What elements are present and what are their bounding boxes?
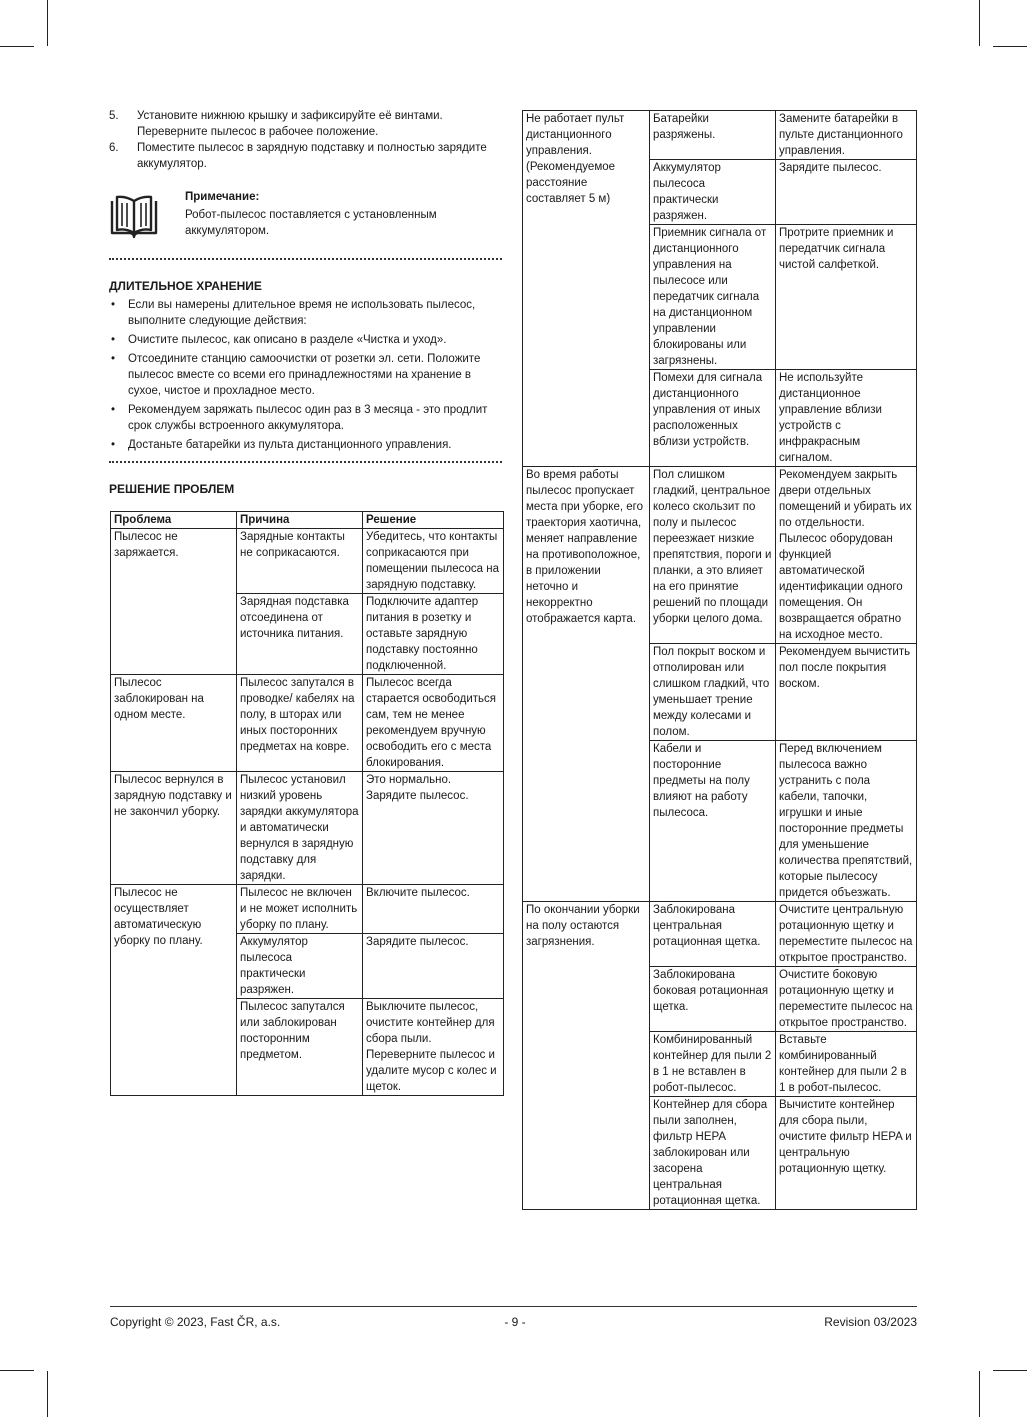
list-item	[109, 351, 502, 399]
step-item	[109, 108, 502, 140]
bullet-marker: •	[111, 353, 116, 365]
cause-cell: Аккумулятор пылесоса практически разряжен.	[650, 160, 776, 225]
solution-cell: Очистите боковую ротационную щетку и переместите пылесос на открытое пространство.	[776, 967, 917, 1032]
solution-cell: Вставьте комбинированный контейнер для пыли 2 в 1 в робот-пылесос.	[776, 1032, 917, 1097]
table-row	[111, 772, 504, 885]
footer-rule	[110, 1306, 917, 1307]
header-solution: Решение	[363, 512, 504, 529]
crop-mark	[993, 1370, 1027, 1371]
cause-cell: Пылесос запутался в проводке/ кабелях на полу, в шторах или иных посторонних предметах на ковре.	[237, 675, 363, 772]
note-title: Примечание:	[185, 191, 260, 203]
cause-cell: Пылесос установил низкий уровень зарядки аккумулятора и автоматически вернулся в зарядную подставку для зарядки.	[237, 772, 363, 885]
troubleshooting-table-left	[110, 511, 504, 1096]
crop-mark	[47, 1371, 48, 1417]
footer-copyright: Copyright © 2023, Fast ČR, a.s.	[110, 1315, 281, 1329]
solution-cell: Вычистите контейнер для сбора пыли, очистите фильтр HEPA и центральную ротационную щетку.	[776, 1097, 917, 1210]
problem-cell: Не работает пульт дистанционного управления. (Рекомендуемое расстояние составляет 5 м)	[523, 111, 650, 467]
note-box	[109, 189, 502, 255]
list-item	[109, 332, 502, 348]
cause-cell: Заблокирована центральная ротационная щетка.	[650, 902, 776, 967]
header-problem: Проблема	[111, 512, 237, 529]
note-text: Робот-пылесос поставляется с установленным аккумулятором.	[185, 209, 437, 237]
solution-cell: Перед включением пылесоса важно устранить с пола кабели, тапочки, игрушки и иные посторонние предметы для уменьшение количества препятствий, которые пылесосу придется объезжать.	[776, 741, 917, 902]
assembly-steps	[109, 108, 502, 172]
step-number: 6.	[109, 142, 119, 154]
crop-mark	[993, 46, 1027, 47]
crop-mark	[47, 0, 48, 46]
bullet-marker: •	[111, 404, 116, 416]
solution-cell: Зарядите пылесос.	[363, 934, 504, 999]
dotted-divider	[109, 258, 502, 260]
solution-cell: Очистите центральную ротационную щетку и переместите пылесос на открытое пространство.	[776, 902, 917, 967]
problem-cell: Пылесос заблокирован на одном месте.	[111, 675, 237, 772]
table-row	[523, 467, 917, 644]
solution-cell: Рекомендуем закрыть двери отдельных помещений и убирать их по отдельности. Пылесос оборудован функцией автоматической идентификации одного помещения. Он возвращается обратно на исходное место.	[776, 467, 917, 644]
cause-cell: Пылесос запутался или заблокирован посторонним предметом.	[237, 999, 363, 1096]
solution-cell: Убедитесь, что контакты соприкасаются при помещении пылесоса на зарядную подставку.	[363, 529, 504, 594]
page-number: - 9 -	[504, 1315, 526, 1329]
crop-mark	[0, 46, 34, 47]
list-item-text: Достаньте батарейки из пульта дистанционного управления.	[128, 439, 452, 451]
cause-cell: Батарейки разряжены.	[650, 111, 776, 160]
storage-list	[109, 297, 502, 453]
troubleshooting-table-right	[522, 110, 917, 1210]
solution-cell: Рекомендуем вычистить пол после покрытия воском.	[776, 644, 917, 741]
cause-cell: Пол слишком гладкий, центральное колесо скользит по полу и пылесос переезжает низкие препятствия, пороги и планки, а это влияет на его принятие решений по площади уборки целого дома.	[650, 467, 776, 644]
table-row	[523, 111, 917, 160]
list-item	[109, 437, 502, 453]
cause-cell: Пылесос не включен и не может исполнить уборку по плану.	[237, 885, 363, 934]
cause-cell: Кабели и посторонние предметы на полу влияют на работу пылесоса.	[650, 741, 776, 902]
solution-cell: Пылесос всегда старается освободиться сам, тем не менее рекомендуем вручную освободить его с места блокирования.	[363, 675, 504, 772]
cause-cell: Комбинированный контейнер для пыли 2 в 1 не вставлен в робот-пылесос.	[650, 1032, 776, 1097]
step-text: Установите нижнюю крышку и зафиксируйте её винтами. Переверните пылесос в рабочее положение.	[137, 110, 443, 138]
list-item-text: Если вы намерены длительное время не использовать пылесос, выполните следующие действия:	[128, 299, 476, 327]
cause-cell: Зарядная подставка отсоединена от источника питания.	[237, 594, 363, 675]
bullet-marker: •	[111, 299, 116, 311]
cause-cell: Заблокирована боковая ротационная щетка.	[650, 967, 776, 1032]
table-row	[111, 885, 504, 934]
cause-cell: Зарядные контакты не соприкасаются.	[237, 529, 363, 594]
cause-cell: Аккумулятор пылесоса практически разряжен.	[237, 934, 363, 999]
problem-cell: По окончании уборки на полу остаются загрязнения.	[523, 902, 650, 1210]
step-text: Поместите пылесос в зарядную подставку и полностью зарядите аккумулятор.	[137, 142, 487, 170]
crop-mark	[979, 0, 980, 46]
problem-cell: Во время работы пылесос пропускает места при уборке, его траектория хаотична, меняет направление на противоположное, в приложении неточно и некорректно отображается карта.	[523, 467, 650, 902]
solution-cell: Это нормально. Зарядите пылесос.	[363, 772, 504, 885]
solution-cell: Подключите адаптер питания в розетку и оставьте зарядную подставку постоянно подключенной.	[363, 594, 504, 675]
cause-cell: Контейнер для сбора пыли заполнен, фильтр HEPA заблокирован или засорена центральная ротационная щетка.	[650, 1097, 776, 1210]
list-item-text: Отсоедините станцию самоочистки от розетки эл. сети. Положите пылесос вместе со всеми его принадлежностями на хранение в сухое, чистое и прохладное место.	[128, 353, 481, 397]
dotted-divider	[109, 461, 502, 463]
problem-cell: Пылесос не осуществляет автоматическую уборку по плану.	[111, 885, 237, 1096]
table-row	[111, 675, 504, 772]
cause-cell: Приемник сигнала от дистанционного управления на пылесосе или передатчик сигнала на дистанционном управлении блокированы или загрязнены.	[650, 225, 776, 370]
list-item-text: Рекомендуем заряжать пылесос один раз в 3 месяца - это продлит срок службы встроенного аккумулятора.	[128, 404, 488, 432]
table-row	[111, 529, 504, 594]
bullet-marker: •	[111, 334, 116, 346]
list-item	[109, 297, 502, 329]
solution-cell: Зарядите пылесос.	[776, 160, 917, 225]
left-column	[109, 108, 502, 497]
cause-cell: Помехи для сигнала дистанционного управления от иных расположенных вблизи устройств.	[650, 370, 776, 467]
table-header-row	[111, 512, 504, 529]
solution-cell: Включите пылесос.	[363, 885, 504, 934]
troubleshooting-heading: РЕШЕНИЕ ПРОБЛЕМ	[109, 482, 235, 496]
table-row	[523, 902, 917, 967]
step-item	[109, 140, 502, 172]
problem-cell: Пылесос не заряжается.	[111, 529, 237, 675]
crop-mark	[0, 1370, 34, 1371]
step-number: 5.	[109, 110, 119, 122]
solution-cell: Протрите приемник и передатчик сигнала чистой салфеткой.	[776, 225, 917, 370]
solution-cell: Замените батарейки в пульте дистанционного управления.	[776, 111, 917, 160]
list-item-text: Очистите пылесос, как описано в разделе «Чистка и уход».	[128, 334, 447, 346]
list-item	[109, 402, 502, 434]
storage-heading: ДЛИТЕЛЬНОЕ ХРАНЕНИЕ	[109, 279, 262, 293]
crop-mark	[979, 1371, 980, 1417]
header-cause: Причина	[237, 512, 363, 529]
problem-cell: Пылесос вернулся в зарядную подставку и не закончил уборку.	[111, 772, 237, 885]
book-icon	[109, 193, 159, 239]
bullet-marker: •	[111, 439, 116, 451]
solution-cell: Выключите пылесос, очистите контейнер для сбора пыли. Переверните пылесос и удалите мусор с колес и щеток.	[363, 999, 504, 1096]
footer-revision: Revision 03/2023	[824, 1315, 917, 1329]
solution-cell: Не используйте дистанционное управление вблизи устройств с инфракрасным сигналом.	[776, 370, 917, 467]
cause-cell: Пол покрыт воском и отполирован или слишком гладкий, что уменьшает трение между колесами и полом.	[650, 644, 776, 741]
